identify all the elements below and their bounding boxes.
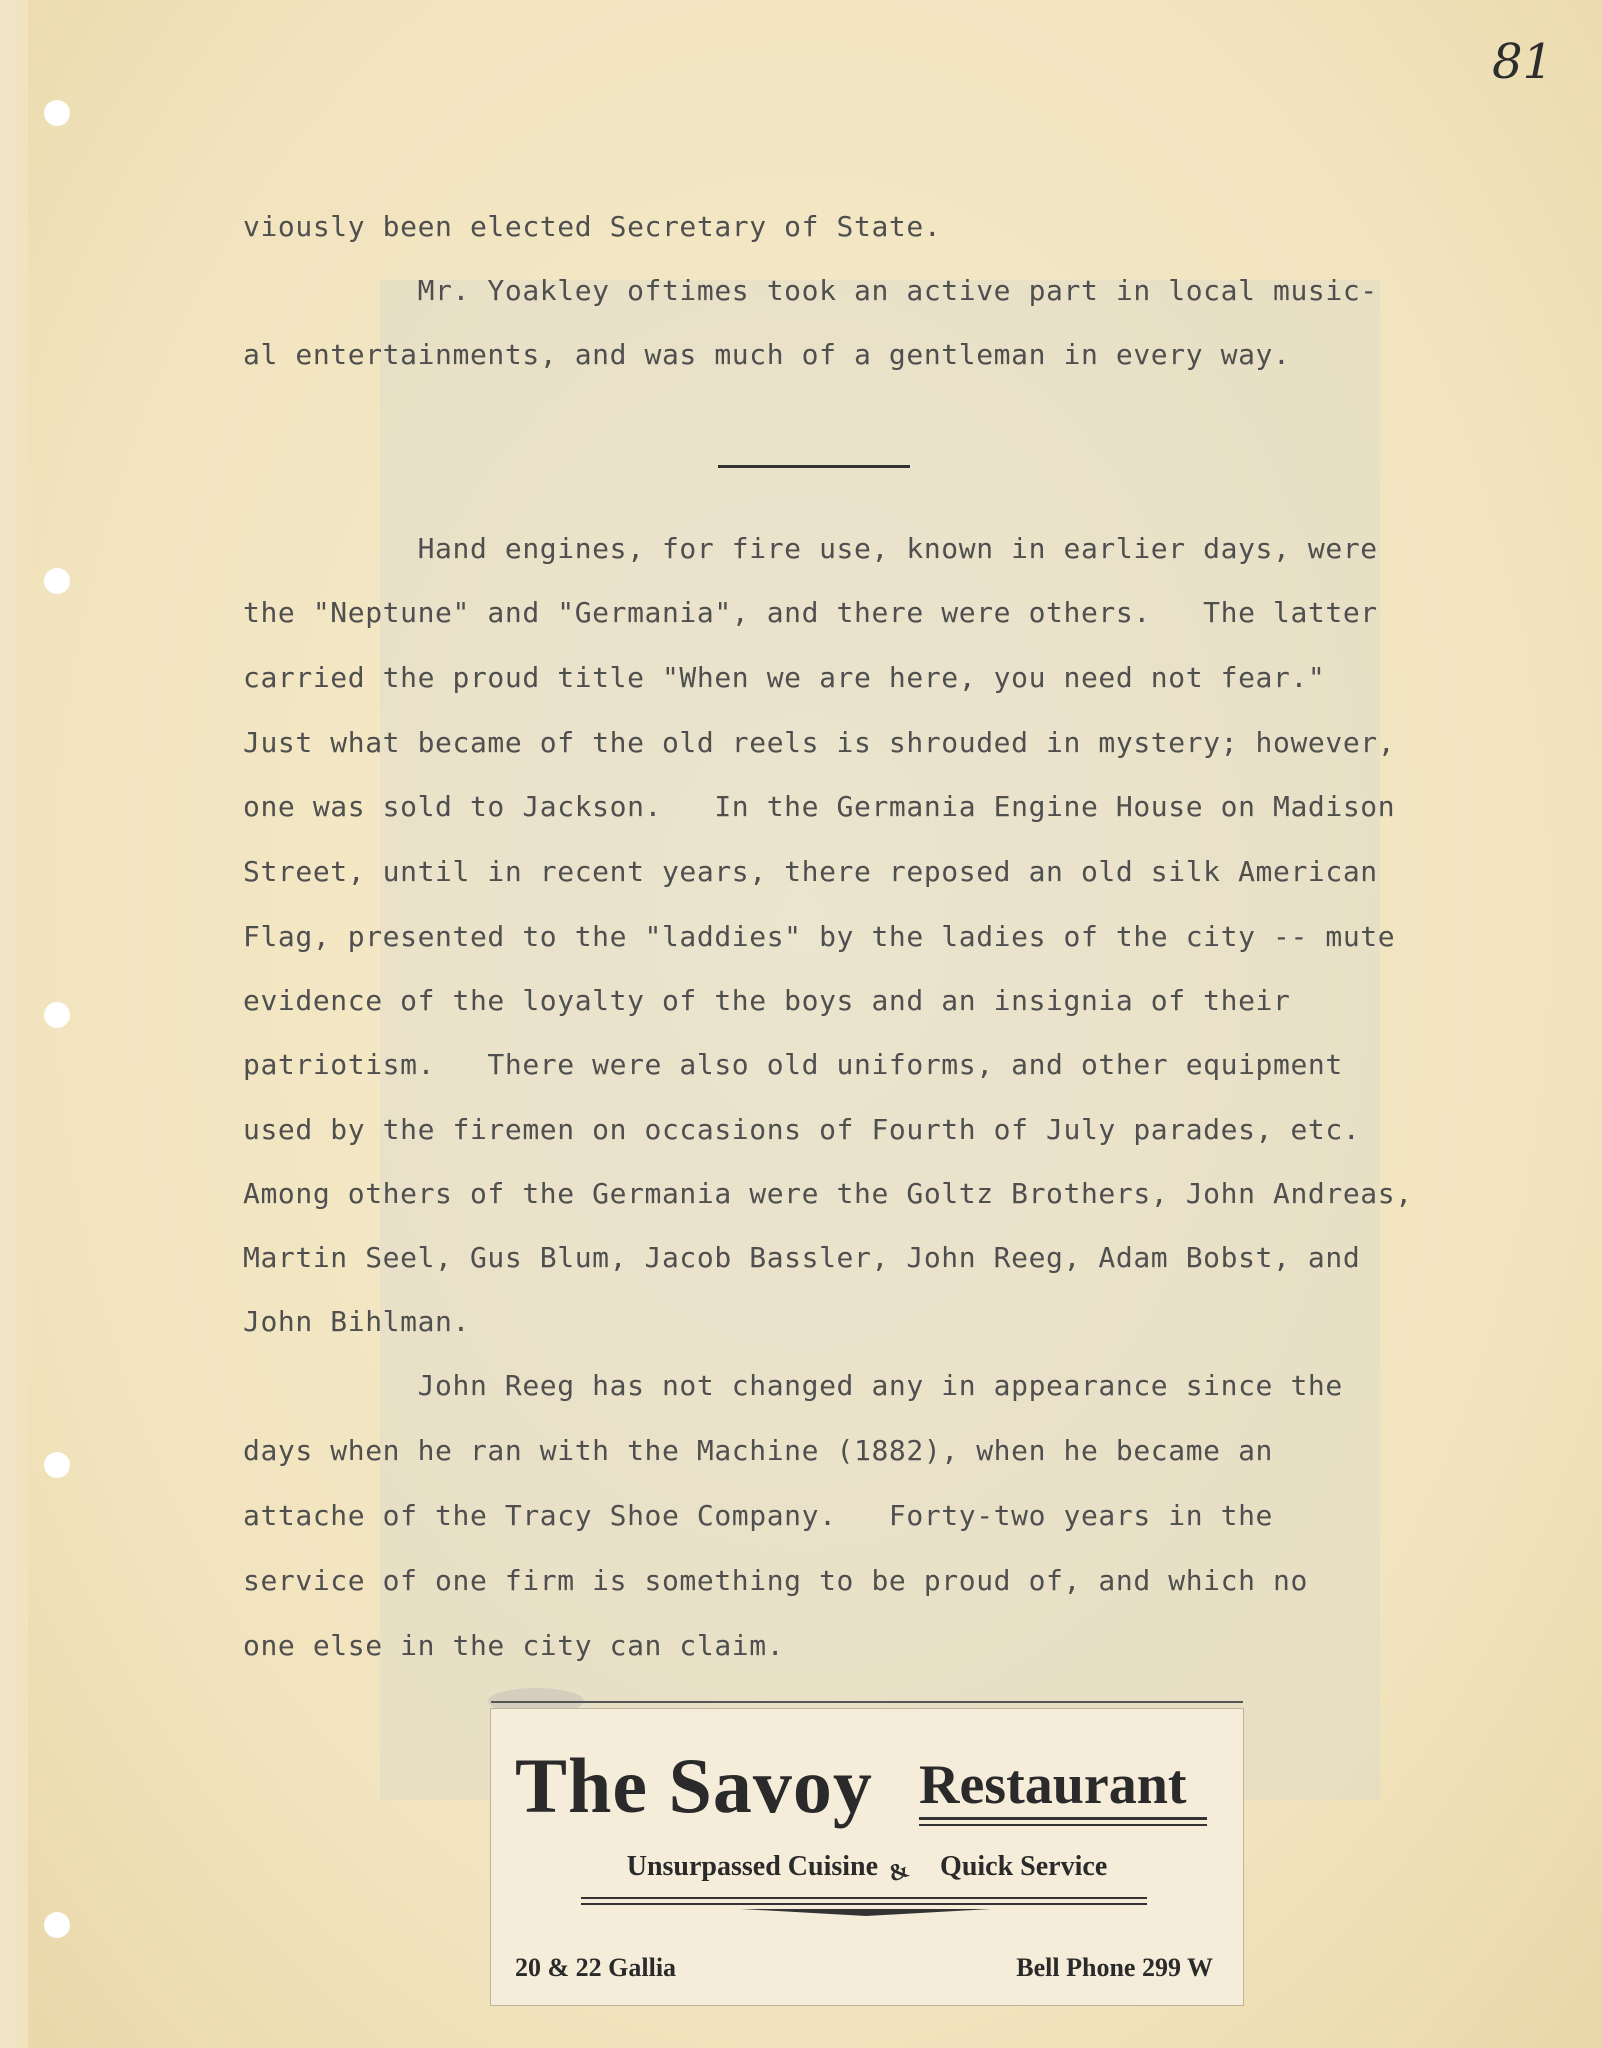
paper-edge — [0, 0, 28, 2048]
flourish-icon — [741, 1907, 991, 1917]
punch-hole — [44, 1452, 70, 1478]
text-line: Flag, presented to the "laddies" by the ladies of the city -- mute — [243, 920, 1396, 953]
text-line: al entertainments, and was much of a gentleman in every way. — [243, 338, 1291, 371]
text-line: attache of the Tracy Shoe Company. Forty-two years in the — [243, 1499, 1273, 1532]
punch-hole — [44, 1912, 70, 1938]
text-line: carried the proud title "When we are here, you need not fear." — [243, 661, 1326, 694]
ad-top-rule — [491, 1701, 1243, 1703]
ad-tagline-right: Quick Service — [940, 1851, 1108, 1882]
text-line: viously been elected Secretary of State. — [243, 210, 942, 243]
restaurant-advertisement — [490, 1708, 1244, 2006]
ad-restaurant-word: Restaurant — [919, 1754, 1187, 1816]
text-line: Street, until in recent years, there reposed an old silk American — [243, 855, 1378, 888]
text-line: one was sold to Jackson. In the Germania Engine House on Madison — [243, 790, 1396, 823]
text-line: John Bihlman. — [243, 1305, 470, 1338]
text-line: John Reeg has not changed any in appearance since the — [243, 1369, 1343, 1402]
text-line: Martin Seel, Gus Blum, Jacob Bassler, John Reeg, Adam Bobst, and — [243, 1241, 1361, 1274]
ad-restaurant-name: The Savoy — [515, 1742, 873, 1829]
text-line: service of one firm is something to be proud of, and which no — [243, 1564, 1308, 1597]
text-line: used by the firemen on occasions of Fourth of July parades, etc. — [243, 1113, 1361, 1146]
ad-phone: Bell Phone 299 W — [1016, 1953, 1213, 1982]
ad-address: 20 & 22 Gallia — [515, 1953, 677, 1982]
ad-underline — [919, 1824, 1207, 1826]
punch-hole — [44, 100, 70, 126]
page-number: 81 — [1492, 34, 1554, 90]
text-line: the "Neptune" and "Germania", and there were others. The latter — [243, 596, 1378, 629]
ad-tagline — [491, 1851, 1243, 1883]
ad-underline — [919, 1817, 1207, 1820]
ampersand-ornament-icon: & — [884, 1856, 913, 1888]
text-line: Mr. Yoakley oftimes took an active part in local music- — [243, 274, 1378, 307]
text-line: one else in the city can claim. — [243, 1629, 785, 1662]
ad-divider — [581, 1897, 1147, 1899]
ad-tagline-left: Unsurpassed Cuisine — [626, 1851, 879, 1882]
punch-hole — [44, 568, 70, 594]
text-line: Just what became of the old reels is shrouded in mystery; however, — [243, 726, 1396, 759]
text-line: patriotism. There were also old uniforms, and other equipment — [243, 1048, 1343, 1081]
section-divider — [718, 465, 910, 468]
ad-divider — [581, 1903, 1147, 1905]
text-line: evidence of the loyalty of the boys and an insignia of their — [243, 984, 1291, 1017]
text-line: Hand engines, for fire use, known in earlier days, were — [243, 532, 1378, 565]
punch-hole — [44, 1002, 70, 1028]
text-line: days when he ran with the Machine (1882), when he became an — [243, 1434, 1273, 1467]
text-line: Among others of the Germania were the Goltz Brothers, John Andreas, — [243, 1177, 1413, 1210]
